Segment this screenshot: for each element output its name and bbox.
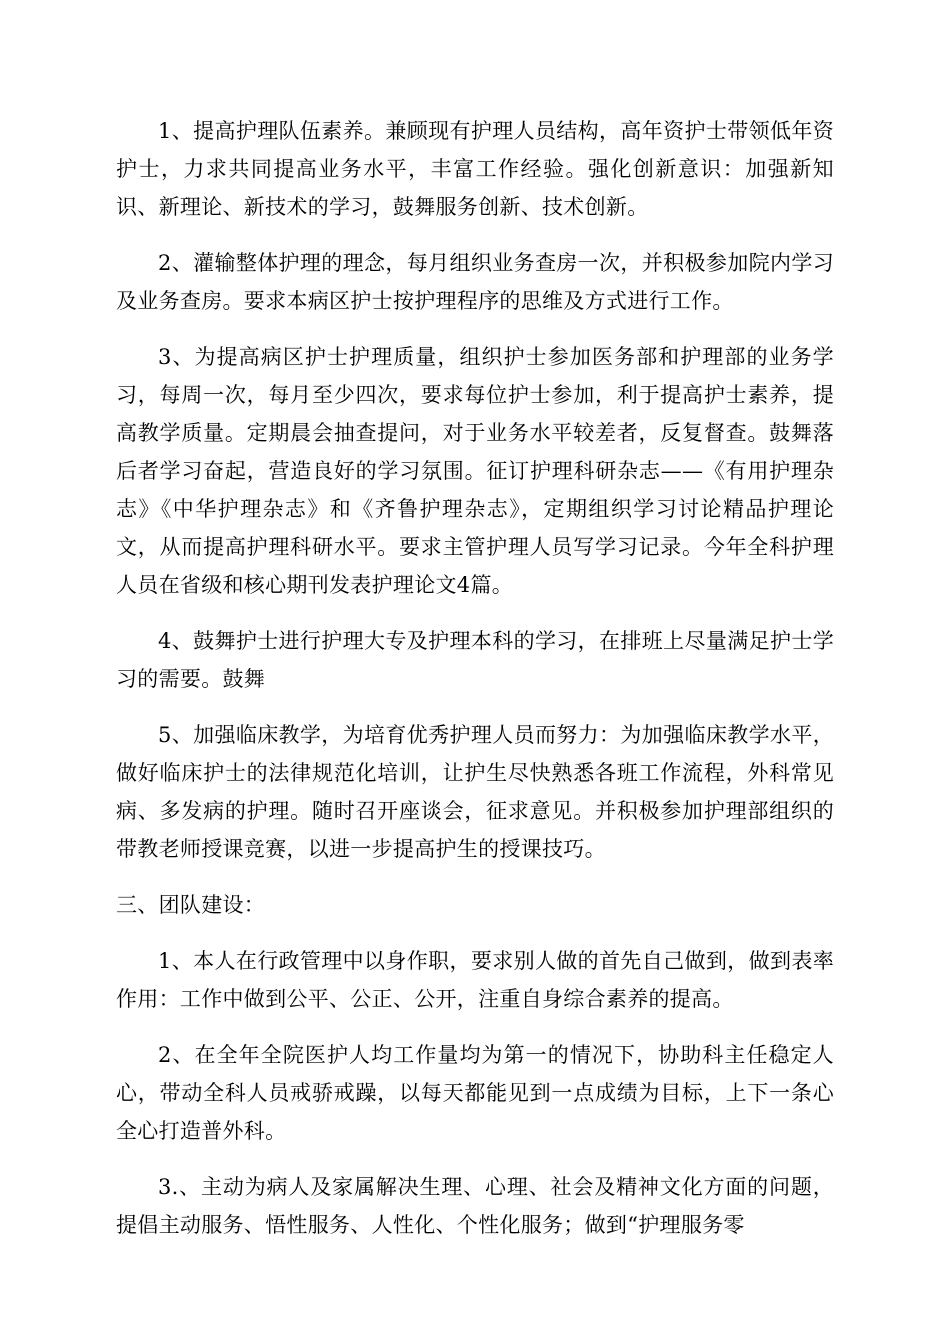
paragraph-5: 5、加强临床教学，为培育优秀护理人员而努力：为加强临床教学水平，做好临床护士的法律规范化培训，让护生尽快熟悉各班工作流程，外科常见病、多发病的护理。随时召开座谈会，征求意见。并积极参加护理部组织的带教老师授课竞赛，以进一步提高护生的授课技巧。 [116, 723, 834, 861]
paragraph-2: 2、灌输整体护理的理念，每月组织业务查房一次，并积极参加院内学习及业务查房。要求本病区护士按护理程序的思维及方式进行工作。 [116, 251, 834, 313]
section-heading-team-building: 三、团队建设： [116, 893, 266, 917]
paragraph-6: 1、本人在行政管理中以身作职，要求别人做的首先自己做到，做到表率作用：工作中做到公平、公正、公开，注重自身综合素养的提高。 [116, 949, 834, 1011]
document-page [116, 112, 834, 1244]
paragraph-4: 4、鼓舞护士进行护理大专及护理本科的学习，在排班上尽量满足护士学习的需要。鼓舞 [116, 629, 834, 691]
paragraph-7: 2、在全年全院医护人均工作量均为第一的情况下，协助科主任稳定人心，带动全科人员戒骄戒躁，以每天都能见到一点成绩为目标，上下一条心全心打造普外科。 [116, 1043, 834, 1143]
paragraph-8: 3.、主动为病人及家属解决生理、心理、社会及精神文化方面的问题，提倡主动服务、悟性服务、人性化、个性化服务；做到“护理服务零 [116, 1175, 834, 1237]
paragraph-1: 1、提高护理队伍素养。兼顾现有护理人员结构，高年资护士带领低年资护士，力求共同提高业务水平，丰富工作经验。强化创新意识：加强新知识、新理论、新技术的学习，鼓舞服务创新、技术创新。 [116, 119, 834, 219]
paragraph-3: 3、为提高病区护士护理质量，组织护士参加医务部和护理部的业务学习，每周一次，每月至少四次，要求每位护士参加，利于提高护士素养，提高教学质量。定期晨会抽查提问，对于业务水平较差者，反复督查。鼓舞落后者学习奋起，营造良好的学习氛围。征订护理科研杂志——《有用护理杂志》《中华护理杂志》和《齐鲁护理杂志》，定期组织学习讨论精品护理论文，从而提高护理科研水平。要求主管护理人员写学习记录。今年全科护理人员在省级和核心期刊发表护理论文4篇。 [116, 345, 834, 597]
